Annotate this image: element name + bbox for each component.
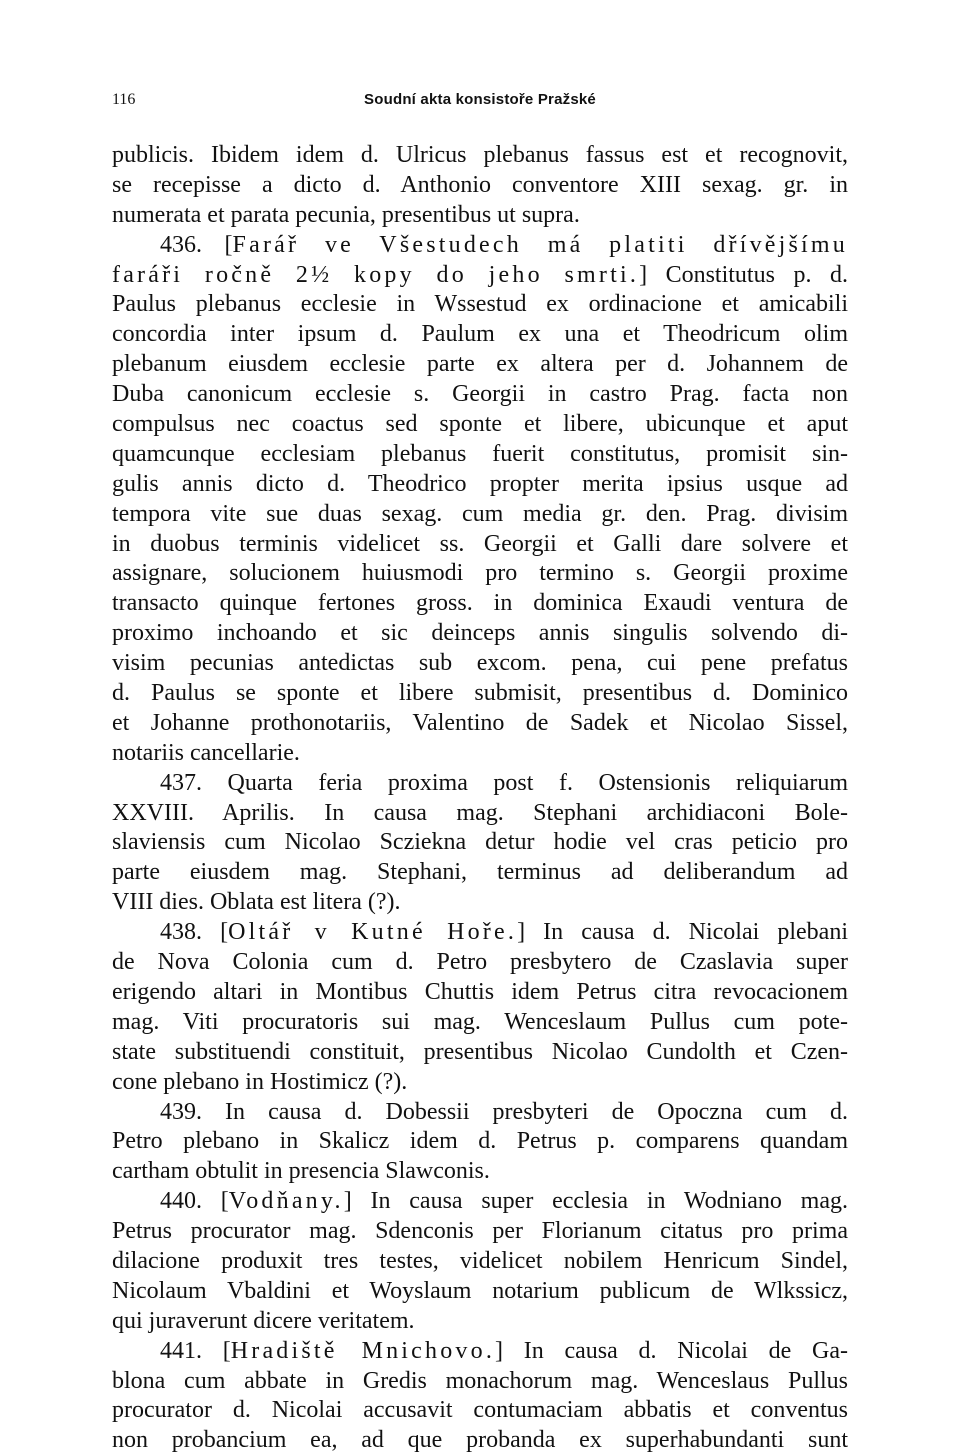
spaced-heading-text: faráři ročně 2½ kopy do jeho smrti. [112, 261, 640, 288]
line-text: cone plebano in Hostimicz (?). [112, 1068, 408, 1095]
text-line [112, 141, 848, 171]
line-text: transacto quinque fertones gross. in dominica Exaudi ventura de [112, 590, 848, 617]
line-text: slaviensis cum Nicolao Scziekna detur hodie vel cras peticio pro [112, 829, 848, 856]
line-text: notariis cancellarie. [112, 739, 300, 766]
line-text: assignare, solucionem huiusmodi pro termino s. Georgii proxime [112, 560, 848, 587]
line-text: compulsus nec coactus sed sponte et libere, ubicunque et aput [112, 411, 848, 438]
line-text: ] In causa d. Nicolai plebani [517, 919, 848, 946]
line-text: de Nova Colonia cum d. Petro presbytero de Czaslavia super [112, 949, 848, 976]
text-line [112, 679, 848, 709]
line-text: Paulus plebanus ecclesie in Wssestud ex ordinacione et amicabili [112, 291, 848, 318]
text-line [112, 1426, 848, 1456]
text-line [112, 1068, 848, 1098]
text-line [112, 649, 848, 679]
text-line [112, 769, 848, 799]
line-text: qui juraverunt dicere veritatem. [112, 1307, 415, 1334]
text-line [112, 380, 848, 410]
line-text: 437. Quarta feria proxima post f. Ostensionis reliquiarum [160, 769, 848, 796]
line-text: numerata et parata pecunia, presentibus ut supra. [112, 201, 580, 228]
text-line [112, 589, 848, 619]
text-line [112, 1157, 848, 1187]
text-line [112, 1098, 848, 1128]
line-text: quamcunque ecclesiam plebanus fuerit constitutus, promisit sin- [112, 440, 848, 467]
line-text: tempora vite sue duas sexag. cum media gr. den. Prag. divisim [112, 500, 848, 527]
line-text: erigendo altari in Montibus Chuttis idem Petrus citra revocacionem [112, 978, 848, 1005]
page-header [112, 91, 848, 113]
line-text: ] In causa d. Nicolai de Ga- [495, 1337, 848, 1364]
line-text: visim pecunias antedictas sub excom. pena, cui pene prefatus [112, 650, 848, 677]
text-line [112, 350, 848, 380]
line-text: 440. [ [160, 1188, 229, 1215]
text-line [112, 470, 848, 500]
line-text: 436. [ [160, 231, 233, 258]
text-line [112, 799, 848, 829]
text-line [112, 410, 848, 440]
line-text: 438. [ [160, 919, 229, 946]
line-text: Duba canonicum ecclesie s. Georgii in castro Prag. facta non [112, 381, 848, 408]
text-line [112, 1247, 848, 1277]
body-text [112, 141, 848, 1456]
text-line [112, 1367, 848, 1397]
line-text: publicis. Ibidem idem d. Ulricus plebanus fassus est et recognovit, [112, 142, 848, 168]
line-text: et Johanne prothonotariis, Valentino de Sadek et Nicolao Sissel, [112, 709, 848, 736]
text-line [112, 918, 848, 948]
line-text: mag. Viti procuratoris sui mag. Wenceslaum Pullus cum pote- [112, 1008, 848, 1035]
text-line [112, 500, 848, 530]
text-line [112, 858, 848, 888]
text-line [112, 1277, 848, 1307]
line-text: concordia inter ipsum d. Paulum ex una et Theodricum olim [112, 321, 848, 348]
line-text: XXVIII. Aprilis. In causa mag. Stephani archidiaconi Bole- [112, 799, 848, 826]
text-line [112, 559, 848, 589]
line-text: d. Paulus se sponte et libere submisit, presentibus d. Dominico [112, 680, 848, 707]
spaced-heading-text: Oltář v Kutné Hoře. [228, 919, 518, 946]
text-line [112, 231, 848, 261]
line-text: gulis annis dicto d. Theodrico propter merita ipsius usque ad [112, 470, 848, 497]
text-line [112, 948, 848, 978]
page-number: 116 [112, 91, 136, 108]
line-text: parte eiusdem mag. Stephani, terminus ad deliberandum ad [112, 859, 848, 886]
running-title: Soudní akta konsistoře Pražské [364, 91, 596, 108]
text-line [112, 1038, 848, 1068]
text-line [112, 978, 848, 1008]
spaced-heading-text: Farář ve Všestudech má platiti dřívějšímu [232, 231, 848, 258]
line-text: ] Constitutus p. d. [639, 261, 848, 288]
line-text: dilacione produxit tres testes, videlicet nobilem Henricum Sindel, [112, 1247, 848, 1274]
line-text: cartham obtulit in presencia Slawconis. [112, 1158, 490, 1185]
text-line [112, 1337, 848, 1367]
text-line [112, 1307, 848, 1337]
text-line [112, 201, 848, 231]
text-line [112, 320, 848, 350]
line-text: se recepisse a dicto d. Anthonio conventore XIII sexag. gr. in [112, 171, 848, 198]
text-line [112, 709, 848, 739]
text-line [112, 530, 848, 560]
spaced-heading-text: Hradiště Mnichovo. [230, 1337, 496, 1364]
line-text: procurator d. Nicolai accusavit contumaciam abbatis et conventus [112, 1397, 848, 1424]
text-line [112, 1217, 848, 1247]
line-text: 439. In causa d. Dobessii presbyteri de Opoczna cum d. [160, 1098, 848, 1125]
text-line [112, 290, 848, 320]
line-text: 441. [ [160, 1337, 231, 1364]
line-text: VIII dies. Oblata est litera (?). [112, 889, 401, 916]
line-text: non probancium ea, ad que probanda ex superhabundanti sunt [112, 1427, 848, 1454]
line-text: in duobus terminis videlicet ss. Georgii et Galli dare solvere et [112, 530, 848, 557]
line-text: blona cum abbate in Gredis monachorum mag. Wenceslaus Pullus [112, 1367, 848, 1394]
text-line [112, 440, 848, 470]
text-line [112, 828, 848, 858]
line-text: plebanum eiusdem ecclesie parte ex altera per d. Johannem de [112, 351, 848, 378]
line-text: Petrus procurator mag. Sdenconis per Florianum citatus pro prima [112, 1218, 848, 1245]
line-text: Nicolaum Vbaldini et Woyslaum notarium publicum de Wlkssicz, [112, 1277, 848, 1304]
text-line [112, 619, 848, 649]
line-text: state substituendi constituit, presentibus Nicolao Cundolth et Czen- [112, 1038, 848, 1065]
text-line [112, 1187, 848, 1217]
line-text: Petro plebano in Skalicz idem d. Petrus p. comparens quandam [112, 1128, 848, 1155]
text-line [112, 261, 848, 291]
text-line [112, 1008, 848, 1038]
text-line [112, 171, 848, 201]
text-line [112, 1127, 848, 1157]
line-text: ] In causa super ecclesia in Wodniano mag. [343, 1188, 848, 1215]
text-line [112, 888, 848, 918]
line-text: proximo inchoando et sic deinceps annis singulis solvendo di- [112, 620, 848, 647]
text-line [112, 1396, 848, 1426]
text-line [112, 739, 848, 769]
spaced-heading-text: Vodňany. [228, 1188, 344, 1215]
